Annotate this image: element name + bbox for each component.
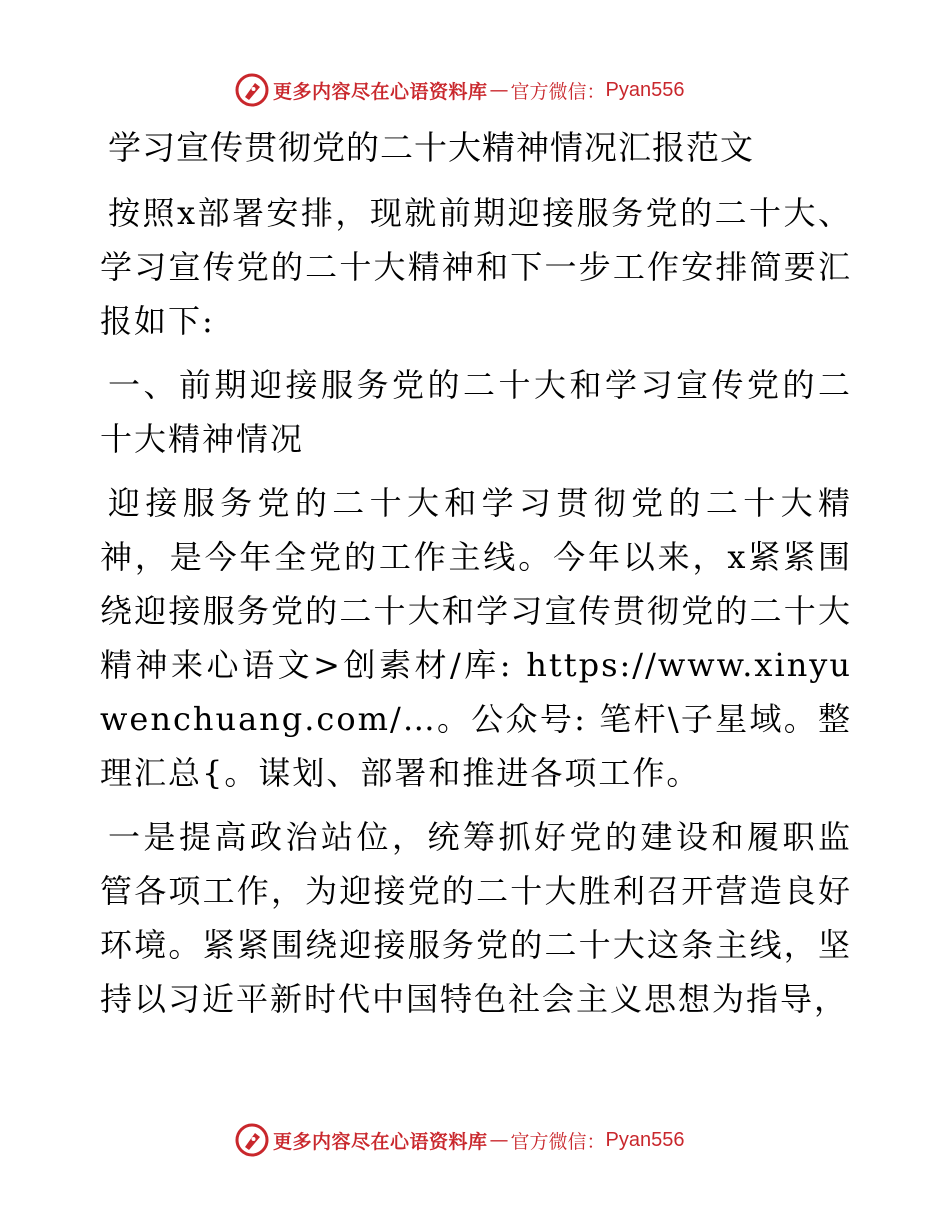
- banner-main-text: 更多内容尽在心语资料库: [273, 80, 488, 103]
- banner-separator: —: [489, 1129, 509, 1151]
- paragraph-point-one: 一是提高政治站位，统筹抓好党的建设和履职监管各项工作，为迎接党的二十大胜利召开营造良好环境。紧紧围绕迎接服务党的二十大这条主线，坚持以习近平新时代中国特色社会主义思想为指导，: [100, 818, 852, 1018]
- section-heading-one: 一、前期迎接服务党的二十大和学习宣传党的二十大精神情况: [100, 366, 852, 458]
- pen-nib-logo-icon: [235, 1123, 269, 1157]
- banner-wechat-label: 官方微信：: [510, 1130, 606, 1153]
- banner-wechat-handle: Pyan556: [605, 1128, 685, 1151]
- banner-wechat-label: 官方微信：: [510, 80, 606, 103]
- pen-nib-logo-icon: [235, 73, 269, 107]
- document-body: [100, 122, 852, 1036]
- footer-banner: [235, 1122, 685, 1158]
- banner-wechat-handle: Pyan556: [605, 78, 685, 101]
- header-banner: [235, 72, 685, 108]
- banner-main-text: 更多内容尽在心语资料库: [273, 1130, 488, 1153]
- banner-separator: —: [489, 79, 509, 101]
- document-title: 学习宣传贯彻党的二十大精神情况汇报范文: [108, 128, 754, 167]
- paragraph-main-line: 迎接服务党的二十大和学习贯彻党的二十大精神，是今年全党的工作主线。今年以来，x紧紧围绕迎接服务党的二十大和学习宣传贯彻党的二十大精神来心语文>创素材/库: https://www.xinyuwenchuang.com/…。公众号: 笔杆\子星域。整理汇总{。谋划、部署和推进各项工作。: [100, 484, 852, 792]
- paragraph-intro: 按照x部署安排，现就前期迎接服务党的二十大、学习宣传党的二十大精神和下一步工作安排简要汇报如下:: [100, 194, 852, 340]
